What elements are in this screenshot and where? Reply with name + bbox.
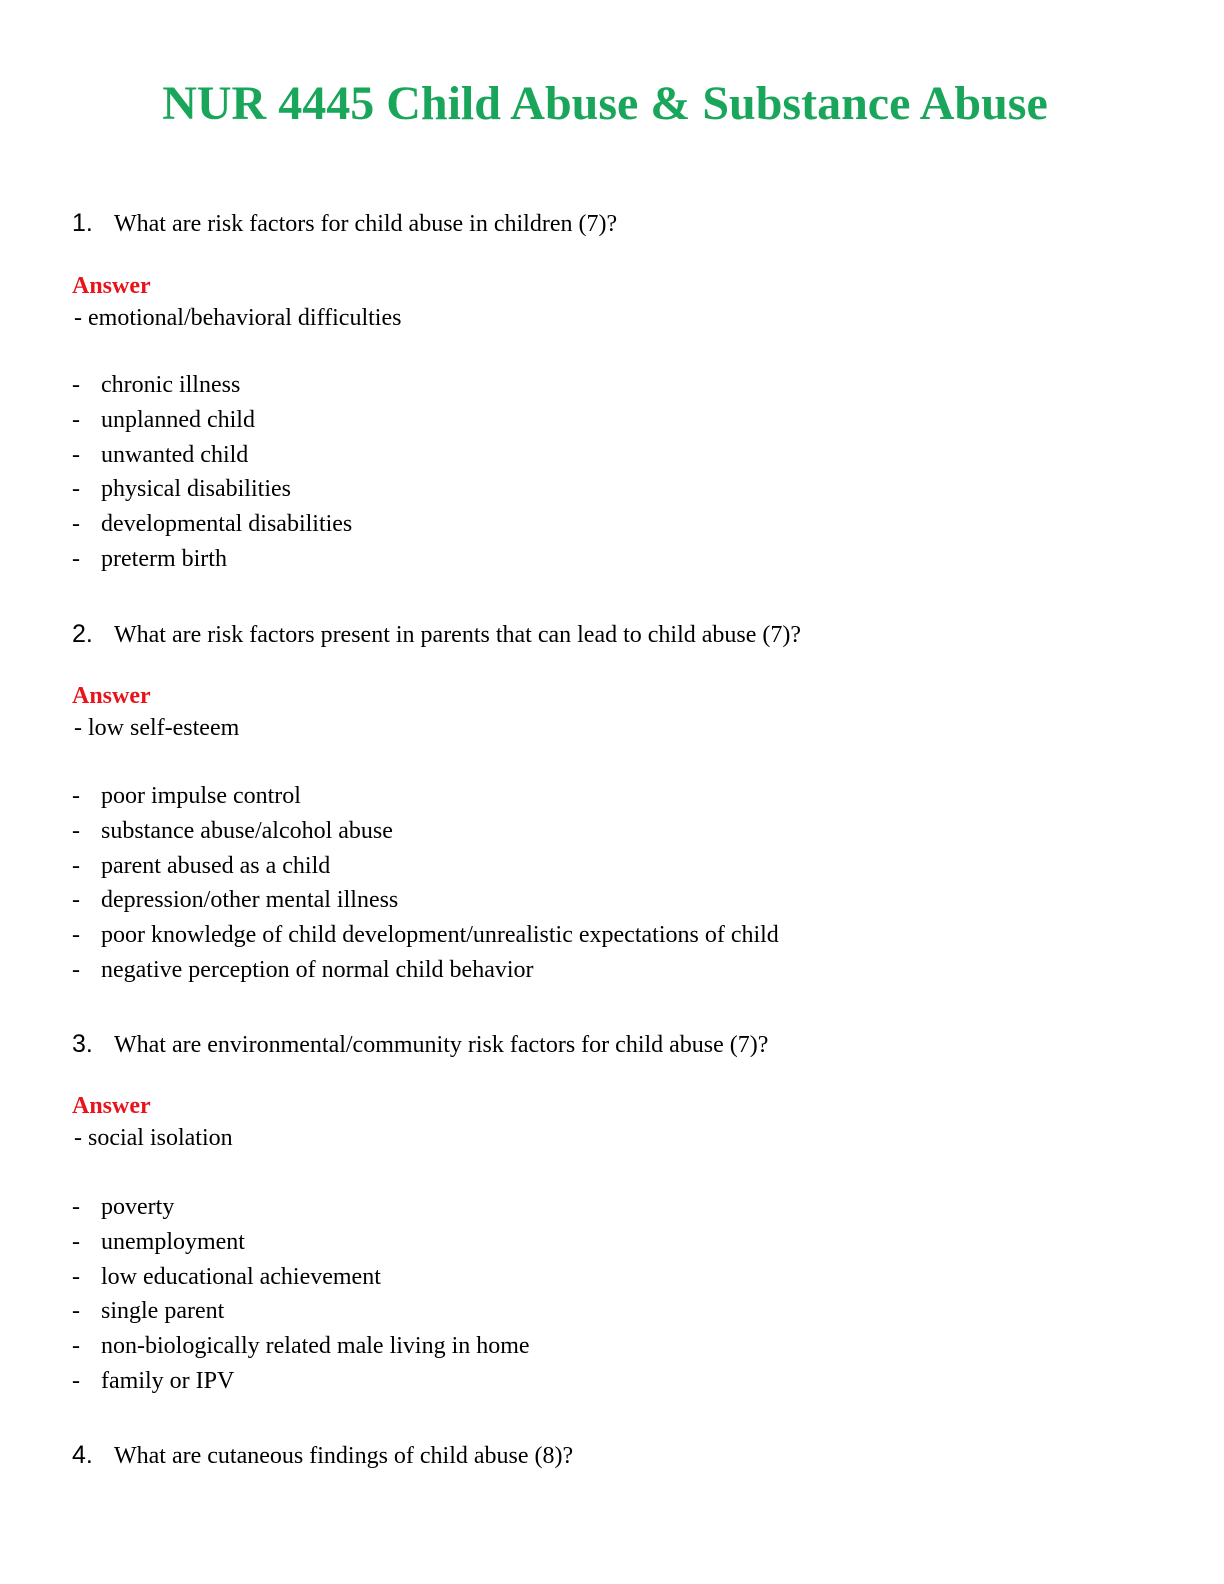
list-dash: - <box>72 372 80 398</box>
list-dash: - <box>72 956 80 983</box>
list-dash: - <box>72 406 80 433</box>
list-item <box>72 1364 530 1399</box>
list-item-text: low educational achievement <box>101 1263 381 1290</box>
list-item-text: single parent <box>101 1298 225 1325</box>
question-2 <box>72 619 801 650</box>
answer-list <box>72 1190 530 1399</box>
list-item <box>72 1225 530 1260</box>
list-item-text: parent abused as a child <box>101 852 331 879</box>
list-dash: - <box>72 1228 80 1255</box>
list-dash: - <box>72 1367 80 1394</box>
list-dash: - <box>72 817 80 844</box>
question-4 <box>72 1440 573 1471</box>
answer-first-item: - social isolation <box>74 1125 233 1151</box>
question-text: What are environmental/community risk factors for child abuse (7)? <box>114 1032 769 1058</box>
list-item <box>72 403 352 438</box>
list-dash: - <box>72 476 80 503</box>
list-dash: - <box>72 1194 80 1220</box>
list-dash: - <box>72 545 80 572</box>
document-title: NUR 4445 Child Abuse & Substance Abuse <box>162 77 1048 130</box>
answer-label: Answer <box>72 683 151 709</box>
question-number: 2. <box>72 620 93 648</box>
list-item-text: substance abuse/alcohol abuse <box>101 817 393 844</box>
list-item <box>72 849 779 884</box>
question-3 <box>72 1029 768 1060</box>
list-dash: - <box>72 1298 80 1325</box>
list-item <box>72 1190 530 1225</box>
list-item <box>72 1260 530 1295</box>
list-item <box>72 814 779 849</box>
list-item <box>72 1329 530 1364</box>
list-dash: - <box>72 441 80 468</box>
answer-first-item: - emotional/behavioral difficulties <box>74 305 402 331</box>
question-number: 3. <box>72 1030 93 1058</box>
list-item-text: chronic illness <box>101 372 241 398</box>
list-item <box>72 438 352 473</box>
list-dash: - <box>72 511 80 538</box>
list-dash: - <box>72 783 80 809</box>
list-item-text: poor impulse control <box>101 783 301 809</box>
list-item-text: preterm birth <box>101 545 227 572</box>
list-item <box>72 472 352 507</box>
list-item <box>72 779 779 814</box>
answer-list <box>72 368 352 577</box>
list-item <box>72 542 352 577</box>
list-item <box>72 368 352 403</box>
question-text: What are risk factors present in parents that can lead to child abuse (7)? <box>114 622 802 648</box>
list-item-text: family or IPV <box>101 1367 235 1394</box>
list-item-text: poor knowledge of child development/unrealistic expectations of child <box>101 922 779 949</box>
list-item <box>72 918 779 953</box>
list-item-text: non-biologically related male living in home <box>101 1333 530 1360</box>
question-number: 1. <box>72 209 93 237</box>
list-item-text: depression/other mental illness <box>101 887 399 914</box>
list-item-text: unemployment <box>101 1228 245 1255</box>
list-dash: - <box>72 922 80 949</box>
list-item-text: developmental disabilities <box>101 511 353 538</box>
list-item-text: unplanned child <box>101 406 255 433</box>
list-item-text: unwanted child <box>101 441 249 468</box>
answer-label: Answer <box>72 273 151 299</box>
list-dash: - <box>72 1333 80 1360</box>
question-1 <box>72 208 617 239</box>
question-text: What are risk factors for child abuse in children (7)? <box>114 211 618 237</box>
answer-label: Answer <box>72 1093 151 1119</box>
list-item-text: poverty <box>101 1194 175 1220</box>
list-dash: - <box>72 1263 80 1290</box>
list-item-text: physical disabilities <box>101 476 291 503</box>
list-dash: - <box>72 887 80 914</box>
answer-list <box>72 779 779 988</box>
list-item <box>72 883 779 918</box>
answer-first-item: - low self-esteem <box>74 715 240 741</box>
question-text: What are cutaneous findings of child abuse (8)? <box>114 1443 574 1469</box>
question-number: 4. <box>72 1441 93 1469</box>
list-item-text: negative perception of normal child behavior <box>101 956 534 983</box>
list-item <box>72 507 352 542</box>
list-dash: - <box>72 852 80 879</box>
list-item <box>72 1294 530 1329</box>
list-item <box>72 953 779 988</box>
